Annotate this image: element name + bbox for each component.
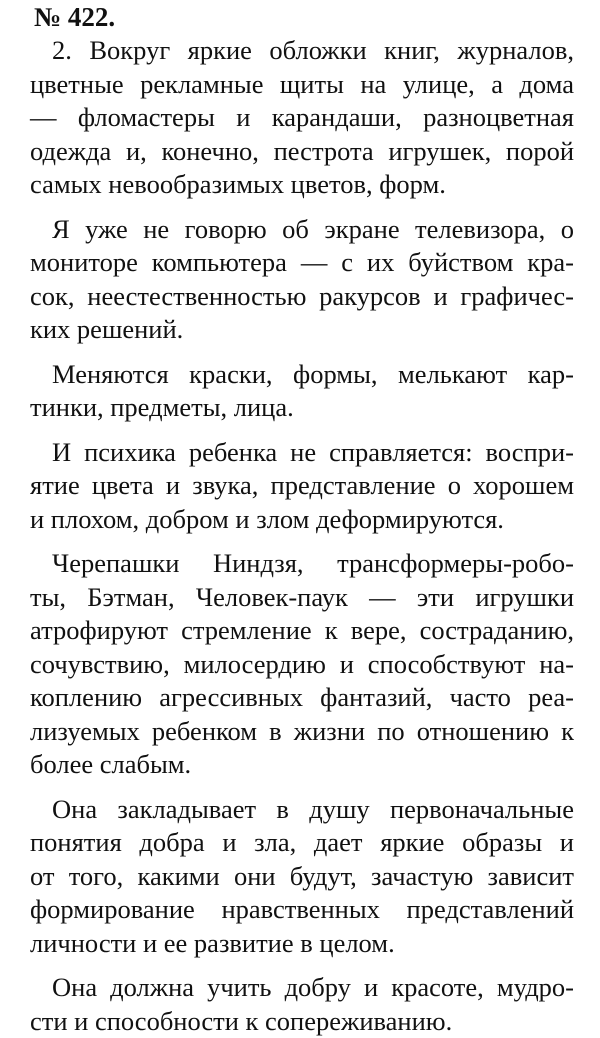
text-line: одежда и, конечно, пестрота игрушек, порой [30,135,574,169]
text-line: атрофируют стремление к вере, состраданию, [30,614,574,648]
text-line: ятие цвета и звука, представление о хорошем [30,469,574,503]
paragraph [30,547,574,782]
text-line: цветные рекламные щиты на улице, а дома [30,68,574,102]
paragraph [30,213,574,347]
exercise-number: № 422. [30,2,574,32]
text-line: личности и ее развитие в целом. [30,927,574,961]
text-line: сти и способности к сопереживанию. [30,1005,574,1038]
text-line: ких решений. [30,313,574,347]
text-line: мониторе компьютера — с их буйством кра- [30,246,574,280]
text-line: Меняются краски, формы, мелькают кар- [30,358,574,392]
text-line: сок, неестественностью ракурсов и графичес- [30,280,574,314]
text-line: Я уже не говорю об экране телевизора, о [30,213,574,247]
text-line: — фломастеры и карандаши, разноцветная [30,101,574,135]
text-line: формирование нравственных представлений [30,893,574,927]
text-line: тинки, предметы, лица. [30,391,574,425]
text-line: Она закладывает в душу первоначальные [30,793,574,827]
text-line: самых невообразимых цветов, форм. [30,168,574,202]
text-line: 2. Вокруг яркие обложки книг, журналов, [30,34,574,68]
paragraph [30,793,574,961]
text-line: сочувствию, милосердию и способствуют на- [30,648,574,682]
text-line: лизуемых ребенком в жизни по отношению к [30,715,574,749]
text-line: Черепашки Ниндзя, трансформеры-робо- [30,547,574,581]
text-line: коплению агрессивных фантазий, часто реа- [30,681,574,715]
paragraph [30,436,574,537]
text-line: понятия добра и зла, дает яркие образы и [30,826,574,860]
text-line: более слабым. [30,748,574,782]
paragraph [30,971,574,1038]
text-line: и плохом, добром и злом деформируются. [30,503,574,537]
text-line: от того, какими они будут, зачастую зависит [30,860,574,894]
document-body [30,34,574,1038]
text-line: ты, Бэтман, Человек-паук — эти игрушки [30,581,574,615]
paragraph [30,34,574,202]
paragraph [30,358,574,425]
text-line: И психика ребенка не справляется: воспри- [30,436,574,470]
text-line: Она должна учить добру и красоте, мудро- [30,971,574,1005]
